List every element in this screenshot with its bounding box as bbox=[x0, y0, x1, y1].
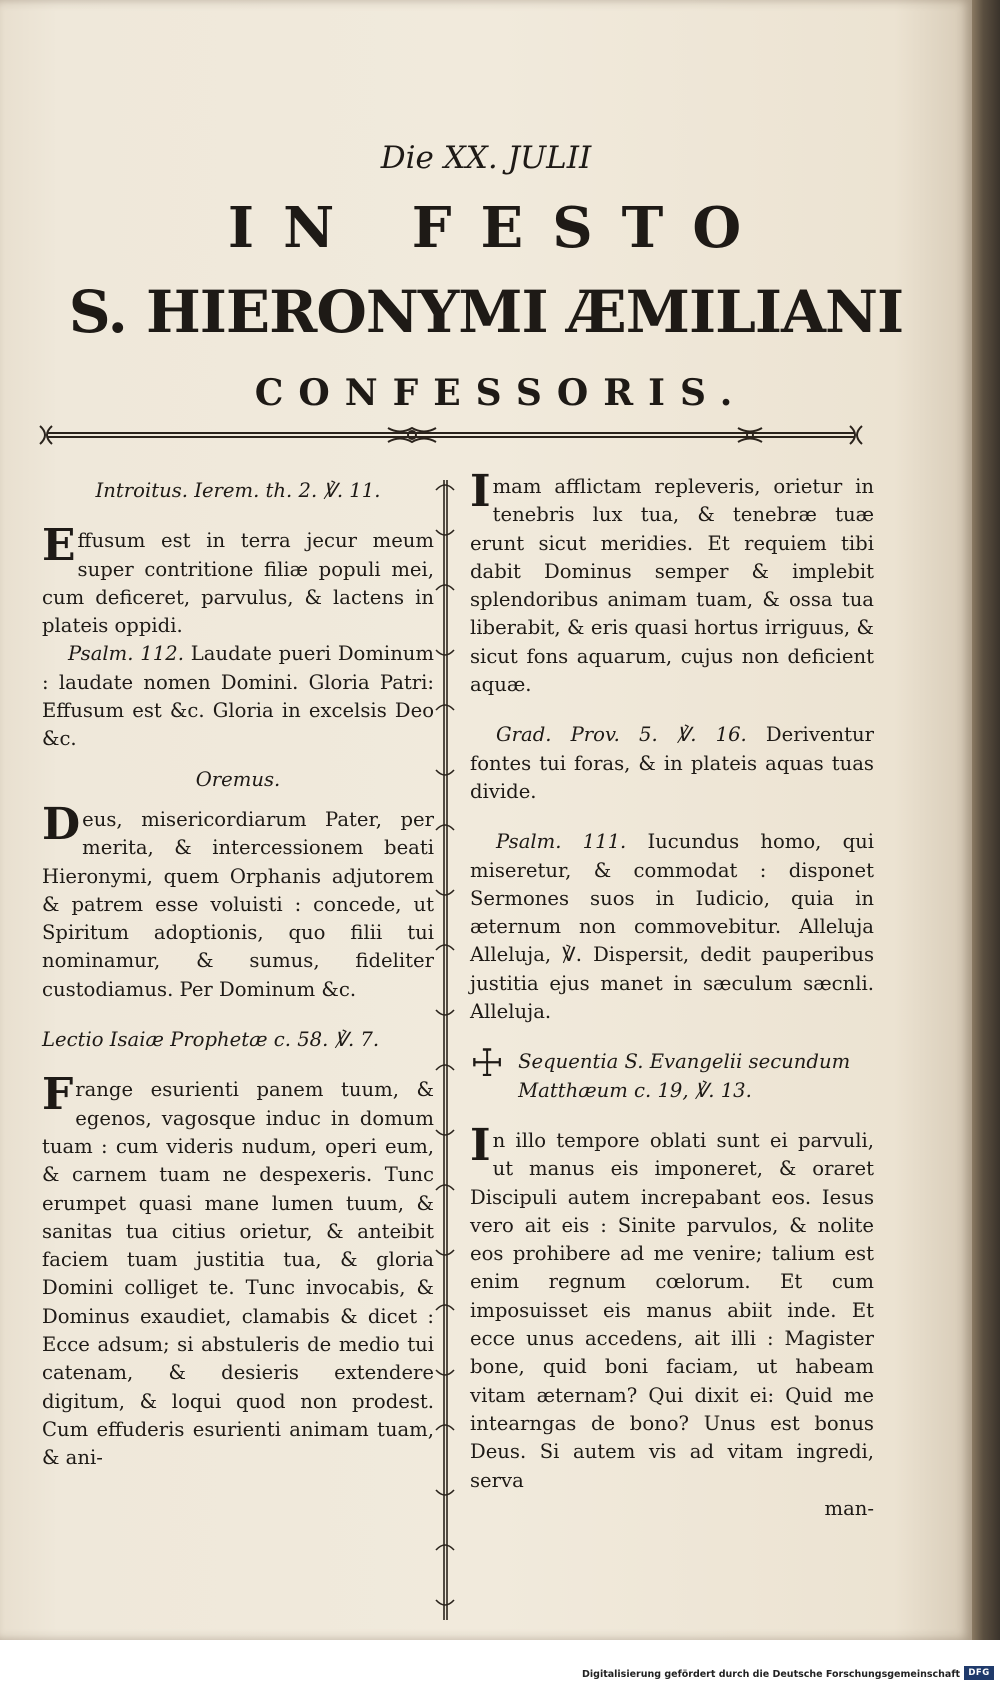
psalm-text: Iucundus homo, qui miseretur, & commodat : disponet Sermones suos in Iudicio, quia in æternum non commovebitur. Alleluja Alleluja, ℣. Dispersit, dedit pauperibus justitia ejus manet in sæculum sæcnli. Alleluja. bbox=[470, 830, 874, 1024]
introitus-paragraph bbox=[42, 520, 434, 640]
continuation-paragraph bbox=[470, 466, 874, 699]
psalm-paragraph bbox=[470, 828, 874, 1026]
feast-date: Die XX. JULII bbox=[380, 140, 592, 176]
introitus-heading: Introitus. Ierem. th. 2. ℣. 11. bbox=[95, 479, 381, 502]
catchword: man- bbox=[824, 1496, 874, 1520]
funding-credit: Digitalisierung gefördert durch die Deutsche Forschungsgemeinschaft bbox=[582, 1669, 960, 1680]
psalm-label: Psalm. 112. bbox=[68, 642, 184, 666]
cross-icon: ☩ bbox=[470, 1041, 505, 1086]
psalm-paragraph bbox=[42, 640, 434, 753]
gradual-label: Grad. Prov. 5. ℣. 16. bbox=[496, 723, 747, 747]
confessoris-heading: CONFESSORIS. bbox=[254, 372, 748, 414]
drop-cap: E bbox=[42, 520, 76, 572]
introitus-text: ffusum est in terra jecur meum super contritione filiæ populi mei, cum deficeret, parvulus, & lactens in plateis oppidi. bbox=[42, 529, 434, 638]
sequentia-heading: Sequentia S. Evangelii secundum Matthæum c. 19, ℣. 13. bbox=[518, 1050, 851, 1102]
drop-cap: I bbox=[470, 466, 491, 517]
dfg-logo: DFG bbox=[964, 1666, 994, 1680]
oremus-heading: Oremus. bbox=[195, 767, 281, 791]
gradual-paragraph bbox=[470, 721, 874, 806]
page-edge bbox=[972, 0, 1000, 1640]
gospel-paragraph bbox=[470, 1119, 874, 1495]
oremus-paragraph bbox=[42, 798, 434, 1004]
in-festo-heading: IN FESTO bbox=[227, 195, 771, 261]
continuation-text: mam afflictam repleveris, orietur in tenebris lux tua, & tenebræ tuæ erunt sicut meridies. Et requiem tibi dabit Dominus semper & implebit splendoribus animam tuam, & ossa tua liberabit, & eris quasi hortus irriguus, & sicut fons aquarum, cujus non deficient aquæ. bbox=[470, 475, 874, 697]
ornamental-rule bbox=[38, 420, 864, 450]
lectio-text: range esurienti panem tuum, & egenos, vagosque induc in domum tuam : cum videris nudum, operi eum, & carnem tuam ne despexeris. Tunc erumpet quasi mane lumen tuum, & sanitas tua citius orietur, & anteibit faciem tuam justitia tua, & gloria Domini colliget te. Tunc invocabis, & Dominus exaudiet, clamabis & dicet : Ecce adsum; si abstuleris de medio tui catenam, & desieris extendere digitum, & loqui quod non prodest. Cum effuderis esurienti animam tuam, & ani- bbox=[42, 1078, 434, 1470]
oremus-text: eus, misericordiarum Pater, per merita, & intercessionem beati Hieronymi, quem Orphanis adjutorem & patrem esse voluisti : concede, ut Spiritum adoptionis, quo filii tui nominamur, & sumus, fideliter custodiamus. Per Dominum &c. bbox=[42, 807, 434, 1001]
drop-cap: F bbox=[42, 1069, 74, 1121]
left-column bbox=[42, 477, 434, 1473]
saint-name-heading: S. HIERONYMI ÆMILIANI bbox=[68, 278, 904, 346]
sequentia-block bbox=[470, 1041, 874, 1105]
gradual-text: Deriventur fontes tui foras, & in plateis aquas tuas divide. bbox=[470, 723, 874, 803]
right-column bbox=[470, 466, 874, 1523]
lectio-paragraph bbox=[42, 1069, 434, 1472]
gospel-text: n illo tempore oblati sunt ei parvuli, ut manus eis imponeret, & oraret Discipuli autem increpabant eos. Iesus vero ait eis : Sinite parvulos, & nolite eos prohibere ad me venire; talium est enim regnum cœlorum. Et cum imposuisset eis manus abiit inde. Et ecce unus accedens, ait illi : Magister bone, quid boni faciam, ut habeam vitam æternam? Qui dixit ei: Quid me intearngas de bono? Unus est bonus Deus. Si autem vis ad vitam ingredi, serva bbox=[470, 1128, 874, 1492]
drop-cap: I bbox=[470, 1119, 491, 1171]
psalm-label: Psalm. 111. bbox=[496, 830, 627, 854]
lectio-heading: Lectio Isaiæ Prophetæ c. 58. ℣. 7. bbox=[42, 1028, 380, 1052]
drop-cap: D bbox=[42, 798, 81, 850]
psalm-text: Laudate pueri Dominum : laudate nomen Domini. Gloria Patri: Effusum est &c. Gloria in excelsis Deo &c. bbox=[42, 642, 435, 751]
